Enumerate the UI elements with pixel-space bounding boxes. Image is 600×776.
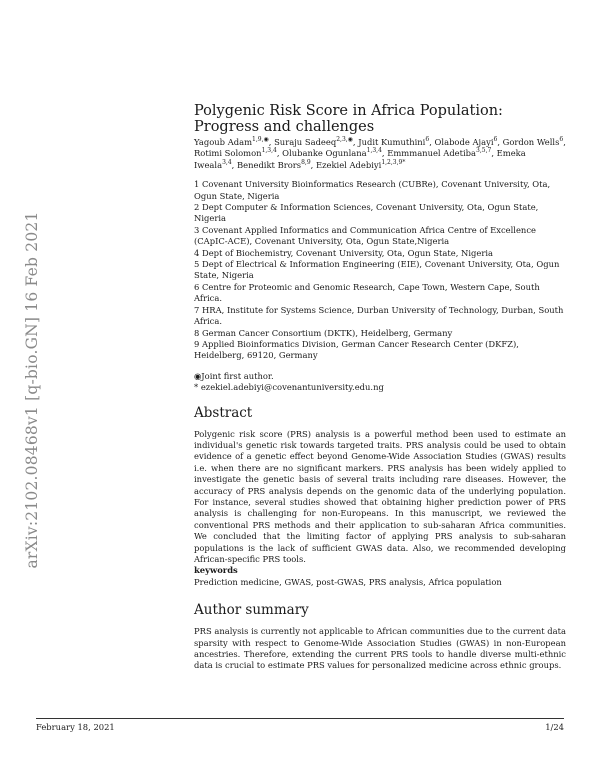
author-affiliation-marks: 6: [559, 136, 564, 144]
footer-divider: [36, 718, 564, 719]
footer-date: February 18, 2021: [36, 722, 115, 732]
corresponding-email[interactable]: * ezekiel.adebiyi@covenantuniversity.edu.ng: [194, 382, 384, 393]
affiliation-item: 9 Applied Bioinformatics Division, German Cancer Research Center (DKFZ), Heidelberg, 69120, Germany: [194, 338, 519, 361]
author-entry: [237, 160, 311, 170]
affiliation-item: 3 Covenant Applied Informatics and Communication Africa Centre of Excellence (CApIC-ACE), Covenant University, Ota, Ogun State,Nigeria: [194, 224, 536, 247]
author-summary-heading: Author summary: [194, 602, 309, 619]
author-name: Ezekiel Adebiyi: [315, 159, 382, 170]
author-entry: [358, 137, 429, 147]
author-summary-text: PRS analysis is currently not applicable to African communities due to the current data sparsity with respect to Genome-Wide Association Studies (GWAS) in non-European ancestries. Therefore, extending the current PRS tools to handle diverse multi-ethnic data is crucial to estimate PRS values for personalized medicine across ethnic groups.: [194, 626, 567, 671]
paper-title: Polygenic Risk Score in Africa Population: Progress and challenges: [194, 103, 503, 135]
author-name: Olubanke Ogunlana: [282, 148, 367, 159]
author-affiliation-marks: 3,4: [222, 159, 232, 167]
arxiv-identifier: arXiv:2102.08468v1 [q-bio.GN] 16 Feb 2021: [23, 211, 41, 569]
author-name: Gordon Wells: [502, 137, 560, 147]
paper-front-matter: [194, 103, 566, 672]
arxiv-sidebar: [22, 200, 42, 580]
author-affiliation-marks: 1,2,3,9*: [381, 159, 406, 167]
affiliation-item: 8 German Cancer Consortium (DKTK), Heidelberg, Germany: [194, 327, 453, 338]
author-entry: [274, 137, 353, 147]
author-entry: [435, 137, 498, 147]
author-affiliation-marks: 1,3,4: [261, 147, 277, 155]
author-entry: [194, 137, 269, 147]
keywords-text: Prediction medicine, GWAS, post-GWAS, PRS analysis, Africa population: [194, 576, 502, 587]
author-affiliation-marks: 1,3,4: [366, 147, 382, 155]
author-entry: [282, 148, 382, 158]
author-affiliation-marks: 6: [493, 136, 498, 144]
joint-author-note: ◉Joint first author.: [194, 370, 274, 381]
affiliation-item: 7 HRA, Institute for Systems Science, Durban University of Technology, Durban, South Africa.: [194, 304, 564, 327]
affiliation-item: 5 Dept of Electrical & Information Engineering (EIE), Covenant University, Ota, Ogun State, Nigeria: [194, 259, 560, 281]
author-name: Suraju Sadeeq: [274, 137, 337, 147]
abstract-heading: Abstract: [194, 404, 253, 421]
author-list: Yagoub Adam$^{1,9,◉}$, Suraju Sadeeq$^{2,3,◉}$, Judit Kumuthini$^6$, Olabode Ajayi$^6$, Gordon Wells$^6$, Rotimi Solomon$^{1,3,4}$, Olubanke Ogunlana$^{1,3,4}$, Emmmanuel Adetiba$^{3,5,7}$, Emeka Iweala$^{3,4}$, Benedikt Brors$^{8,9}$, Ezekiel Adebiyi$^{1,2,3,9*}$: [194, 136, 566, 170]
author-notes: [194, 371, 566, 394]
author-entry: [503, 137, 564, 147]
author-affiliation-marks: 2,3,◉: [336, 136, 353, 144]
affiliation-item: 1 Covenant University Bioinformatics Research (CUBRe), Covenant University, Ota, Ogun State, Nigeria: [194, 179, 551, 201]
author-affiliation-marks: 8,9: [301, 159, 311, 167]
author-entry: [387, 148, 491, 158]
author-affiliation-marks: 3,5,7: [476, 147, 492, 155]
author-name: Judit Kumuthini: [358, 137, 426, 147]
abstract-text: Polygenic risk score (PRS) analysis is a powerful method been used to estimate an individual's genetic risk towards targeted traits. PRS analysis could be used to obtain evidence of a genetic effect beyond Genome-Wide Association Studies (GWAS) results i.e. when there are no significant markers. PRS analysis has been widely applied to investigate the genetic basis of several traits including rare diseases. However, the accuracy of PRS analysis depends on the genomic data of the underlying population. For instance, several studies showed that obtaining higher prediction power of PRS analysis is challenging for non-Europeans. In this manuscript, we reviewed the conventional PRS methods and their application to sub-saharan Africa communities. We concluded that the limiting factor of applying PRS analysis to sub-saharan populations is the lack of sufficient GWAS data. Also, we recommended developing African-specific PRS tools.: [194, 428, 566, 564]
author-affiliation-marks: 1,9,◉: [252, 136, 269, 144]
author-entry: [316, 160, 405, 170]
author-name: Emeka Iweala: [194, 148, 526, 170]
author-name: Rotimi Solomon: [194, 148, 262, 159]
page-number: 1/24: [545, 722, 564, 732]
author-name: Yagoub Adam: [194, 137, 253, 147]
keywords-label: keywords: [194, 565, 238, 576]
author-name: Benedikt Brors: [236, 159, 302, 170]
author-affiliation-marks: 6: [425, 136, 430, 144]
author-name: Emmmanuel Adetiba: [387, 148, 477, 159]
affiliation-item: 2 Dept Computer & Information Sciences, Covenant University, Ota, Ogun State, Nigeria: [194, 202, 539, 224]
author-entry: [194, 148, 277, 158]
author-name: Olabode Ajayi: [434, 137, 494, 147]
affiliation-item: 4 Dept of Biochemistry, Covenant University, Ota, Ogun State, Nigeria: [194, 247, 494, 258]
affiliation-item: 6 Centre for Proteomic and Genomic Research, Cape Town, Western Cape, South Africa.: [194, 281, 540, 304]
affiliations: [194, 179, 566, 362]
